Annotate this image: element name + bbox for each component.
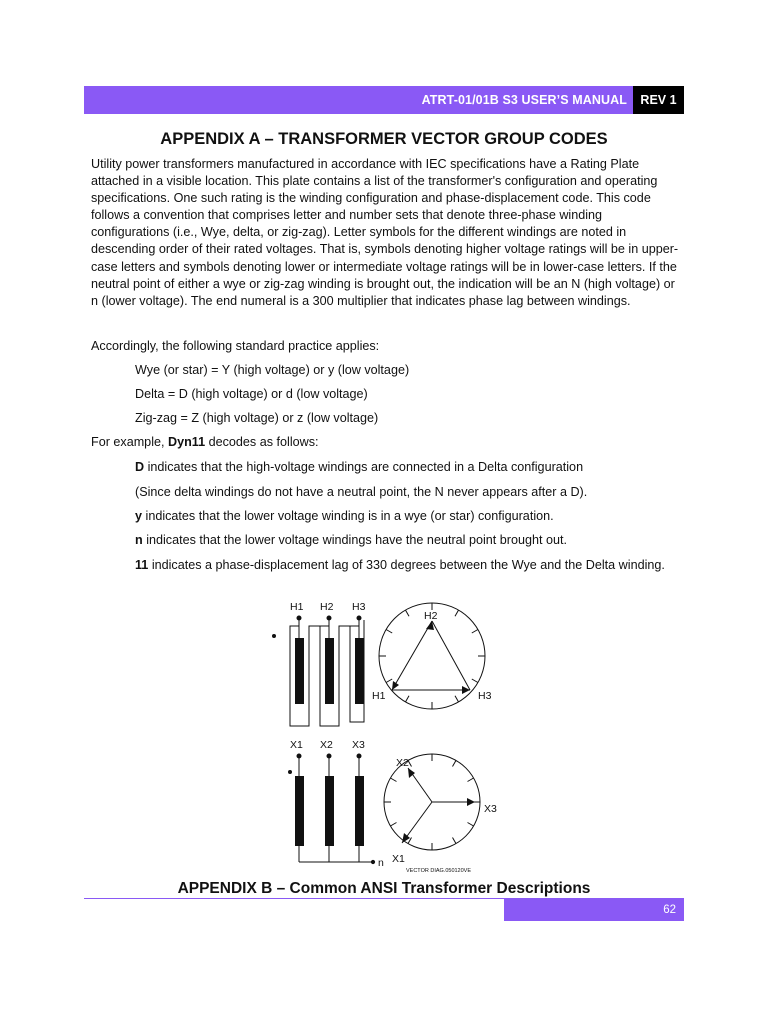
example-suffix: decodes as follows: (205, 435, 319, 449)
terminal-h2-label: H2 (320, 601, 334, 613)
terminal-h1-label: H1 (290, 601, 304, 613)
example-code: Dyn11 (168, 435, 206, 449)
decode-key: 11 (135, 558, 149, 572)
vector-h3-label: H3 (478, 690, 492, 702)
decode-key: n (135, 533, 143, 547)
lv-vector-arrows (402, 768, 475, 843)
accordingly-line: Accordingly, the following standard practice applies: (91, 339, 380, 353)
hv-polarity-dot (272, 634, 276, 638)
hv-terminal-labels (290, 601, 366, 613)
decode-d (135, 459, 675, 476)
decode-text: indicates that the high-voltage windings are connected in a Delta configuration (144, 460, 584, 474)
lv-coils (295, 776, 364, 846)
vector-h2-label: H2 (424, 610, 438, 622)
example-line (91, 434, 681, 451)
hv-coils (295, 638, 364, 704)
vector-x3-label: X3 (484, 803, 497, 815)
manual-title: ATRT-01/01B S3 USER’S MANUAL (421, 93, 627, 107)
decode-y (135, 508, 675, 525)
hv-vector-arrows (392, 621, 470, 694)
vector-x1-label: X1 (392, 853, 405, 865)
neutral-label: n (378, 857, 384, 869)
revision-badge: REV 1 (633, 86, 684, 114)
vector-group-diagram (268, 596, 508, 876)
decode-11 (135, 557, 675, 574)
terminal-x1-label: X1 (290, 739, 303, 751)
page-number: 62 (504, 899, 684, 921)
decode-key: D (135, 460, 145, 474)
practice-delta: Delta = D (high voltage) or d (low voltage) (135, 387, 368, 401)
intro-paragraph: Utility power transformers manufactured in accordance with IEC specifications have a Rating Plate attached in a visible location. This plate contains a list of the transformer's configuration and operating specifications. One such rating is the winding configuration and phase-displacement code. This code follows a convention that comprises letter and number sets that denote three-phase winding configurations (i.e., Wye, delta, or zig-zag). Letter symbols for the different windings are noted in descending order of their rated voltages. That is, symbols denoting higher voltage ratings will be in upper-case letters and symbols denoting lower or intermediate voltage ratings will be in lower-case letters. If the neutral point of either a wye or zig-zag winding is brought out, the indication will be an N (high voltage) or n (lower voltage). The end numeral is a 300 multiplier that indicates phase lag between windings. (91, 157, 679, 308)
practice-wye: Wye (or star) = Y (high voltage) or y (low voltage) (135, 363, 410, 377)
example-prefix: For example, (91, 435, 168, 449)
decode-key: y (135, 509, 143, 523)
appendix-b-title: APPENDIX B – Common ANSI Transformer Descriptions (177, 880, 591, 897)
decode-n (135, 532, 675, 549)
header-bar (84, 86, 684, 114)
terminal-x3-label: X3 (352, 739, 365, 751)
vector-x2-label: X2 (396, 757, 409, 769)
diagram-caption: VECTOR DIAG.050120VE (406, 868, 472, 874)
decode-text: indicates that the lower voltage windings have the neutral point brought out. (142, 533, 567, 547)
vector-h1-label: H1 (372, 690, 386, 702)
practice-zigzag: Zig-zag = Z (high voltage) or z (low voltage) (135, 411, 379, 425)
terminal-x2-label: X2 (320, 739, 333, 751)
decode-text: indicates a phase-displacement lag of 330 degrees between the Wye and the Delta winding. (148, 558, 665, 572)
appendix-a-title: APPENDIX A – TRANSFORMER VECTOR GROUP CODES (160, 130, 608, 148)
decode-text: (Since delta windings do not have a neutral point, the N never appears after a D). (135, 485, 588, 499)
lv-terminal-labels (290, 739, 365, 751)
decode-note (135, 484, 675, 501)
terminal-h3-label: H3 (352, 601, 366, 613)
decode-text: indicates that the lower voltage winding is in a wye (or star) configuration. (142, 509, 554, 523)
lv-polarity-dot (288, 770, 292, 774)
